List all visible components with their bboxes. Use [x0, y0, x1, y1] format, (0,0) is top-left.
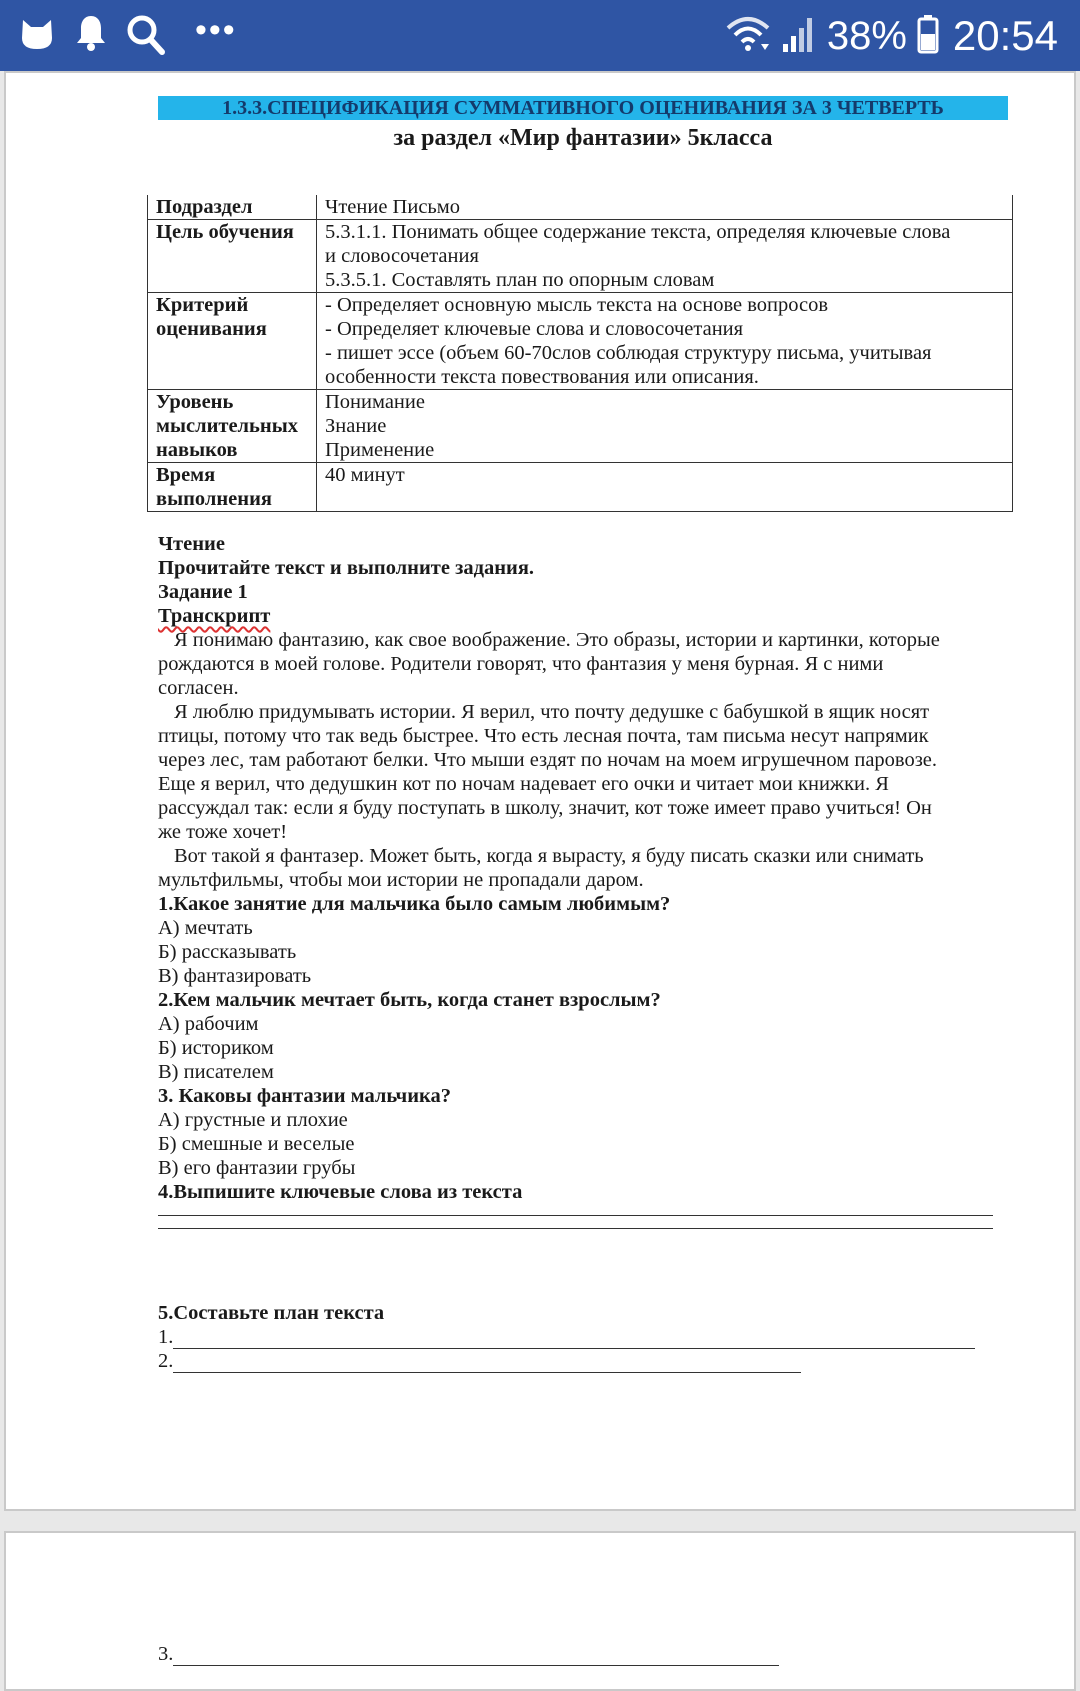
text-line: мультфильмы, чтобы мои истории не пропадали даром. [158, 869, 644, 891]
bell-icon [76, 14, 106, 57]
transcript-paragraph [158, 844, 1018, 892]
answer-option: Б) рассказывать [158, 941, 297, 963]
table-row [148, 293, 1013, 390]
text-line: Понимание [325, 391, 425, 413]
battery-icon [917, 14, 939, 59]
status-indicators [725, 8, 1058, 64]
row-label: Критерий оценивания [148, 293, 317, 390]
text-line: Применение [325, 439, 435, 461]
status-bar [0, 0, 1080, 71]
reading-section [158, 532, 1018, 1373]
text-line: 5.3.1.1. Понимать общее содержание текста, определяя ключевые слова [325, 221, 951, 243]
answer-option: А) мечтать [158, 917, 253, 939]
specification-table [147, 195, 1013, 512]
row-value [317, 293, 1013, 390]
document-subtitle: за раздел «Мир фантазии» 5класса [393, 125, 773, 151]
text-line: и словосочетания [325, 245, 479, 267]
answer-line [158, 1215, 993, 1216]
plan-number: 2. [158, 1350, 174, 1372]
text-line: Я понимаю фантазию, как свое воображение. Это образы, истории и картинки, которые [174, 629, 940, 651]
plan-item [158, 1642, 779, 1666]
question-text: 5.Составьте план текста [158, 1302, 385, 1324]
clock: 20:54 [952, 12, 1058, 59]
text-line: - Определяет основную мысль текста на основе вопросов [325, 294, 829, 316]
text-line: особенности текста повествования или описания. [325, 366, 759, 388]
text-line: 5.3.5.1. Составлять план по опорным словам [325, 269, 715, 291]
text-line: - пишет эссе (объем 60-70слов соблюдая структуру письма, учитывая [325, 342, 932, 364]
question-text: 2.Кем мальчик мечтает быть, когда станет взрослым? [158, 989, 661, 1011]
answer-option: А) рабочим [158, 1013, 259, 1035]
text-line: Знание [325, 415, 387, 437]
row-value [317, 195, 1013, 220]
answer-option: В) его фантазии грубы [158, 1157, 356, 1179]
transcript-paragraph [158, 700, 1018, 844]
text-line: птицы, потому что так ведь быстрее. Что есть лесная почта, там письма несут напрямик [158, 725, 929, 747]
row-label: Время выполнения [148, 463, 317, 512]
transcript-label: Транскрипт [158, 605, 271, 627]
plan-item [158, 1325, 1018, 1349]
answer-line [173, 1647, 779, 1666]
text-line: Вот такой я фантазер. Может быть, когда я вырасту, я буду писать сказки или снимать [174, 845, 924, 867]
section-heading: Чтение [158, 533, 225, 555]
question-block [158, 1084, 1018, 1180]
row-label: Подраздел [148, 195, 317, 220]
answer-option: В) фантазировать [158, 965, 312, 987]
document-title: 1.3.3.СПЕЦИФИКАЦИЯ СУММАТИВНОГО ОЦЕНИВАНИЯ ЗА 3 ЧЕТВЕРТЬ [158, 96, 1008, 120]
answer-line [173, 1330, 975, 1349]
text-line: Я люблю придумывать истории. Я верил, что почту дедушке с бабушкой в ящик носят [174, 701, 930, 723]
text-line: согласен. [158, 677, 239, 699]
row-value [317, 220, 1013, 293]
row-label: Цель обучения [148, 220, 317, 293]
table-row [148, 463, 1013, 512]
battery-percent: 38% [826, 14, 907, 58]
row-value [317, 390, 1013, 463]
document-page[interactable] [4, 1531, 1076, 1691]
question-text: 3. Каковы фантазии мальчика? [158, 1085, 452, 1107]
cat-icon [20, 18, 54, 55]
question-text: 1.Какое занятие для мальчика было самым любимым? [158, 893, 671, 915]
wifi-icon [725, 14, 771, 59]
text-line: Еще я верил, что дедушкин кот по ночам надевает его очки и читает мои книжки. Я [158, 773, 889, 795]
answer-option: Б) историком [158, 1037, 274, 1059]
plan-number: 3. [158, 1643, 174, 1665]
question-block [158, 988, 1018, 1084]
text-line: - Определяет ключевые слова и словосочетания [325, 318, 744, 340]
plan-item [158, 1349, 1018, 1373]
table-row [148, 220, 1013, 293]
text-line: через лес, там работают белки. Что мыши ездят по ночам на моем игрушечном паровозе. [158, 749, 938, 771]
question-block [158, 892, 1018, 988]
answer-line [158, 1228, 993, 1229]
text-line: 40 минут [325, 464, 405, 486]
document-page[interactable] [4, 71, 1076, 1511]
text-line: Чтение Письмо [325, 196, 460, 218]
text-line: же тоже хочет! [158, 821, 288, 843]
question-text: 4.Выпишите ключевые слова из текста [158, 1181, 523, 1203]
task-label: Задание 1 [158, 581, 248, 603]
signal-icon [781, 14, 817, 59]
answer-option: А) грустные и плохие [158, 1109, 348, 1131]
instruction: Прочитайте текст и выполните задания. [158, 557, 535, 579]
answer-line [173, 1354, 801, 1373]
table-row [148, 390, 1013, 463]
text-line: рассуждал так: если я буду поступать в школу, значит, кот тоже имеет право учиться! Он [158, 797, 932, 819]
search-icon[interactable] [126, 14, 166, 61]
plan-number: 1. [158, 1326, 174, 1348]
more-icon[interactable]: ••• [195, 11, 237, 49]
row-value [317, 463, 1013, 512]
answer-option: Б) смешные и веселые [158, 1133, 355, 1155]
text-line: рождаются в моей голове. Родители говорят, что фантазия у меня бурная. Я с ними [158, 653, 884, 675]
table-row [148, 195, 1013, 220]
row-label: Уровень мыслительных навыков [148, 390, 317, 463]
answer-option: В) писателем [158, 1061, 274, 1083]
transcript-paragraph [158, 628, 1018, 700]
